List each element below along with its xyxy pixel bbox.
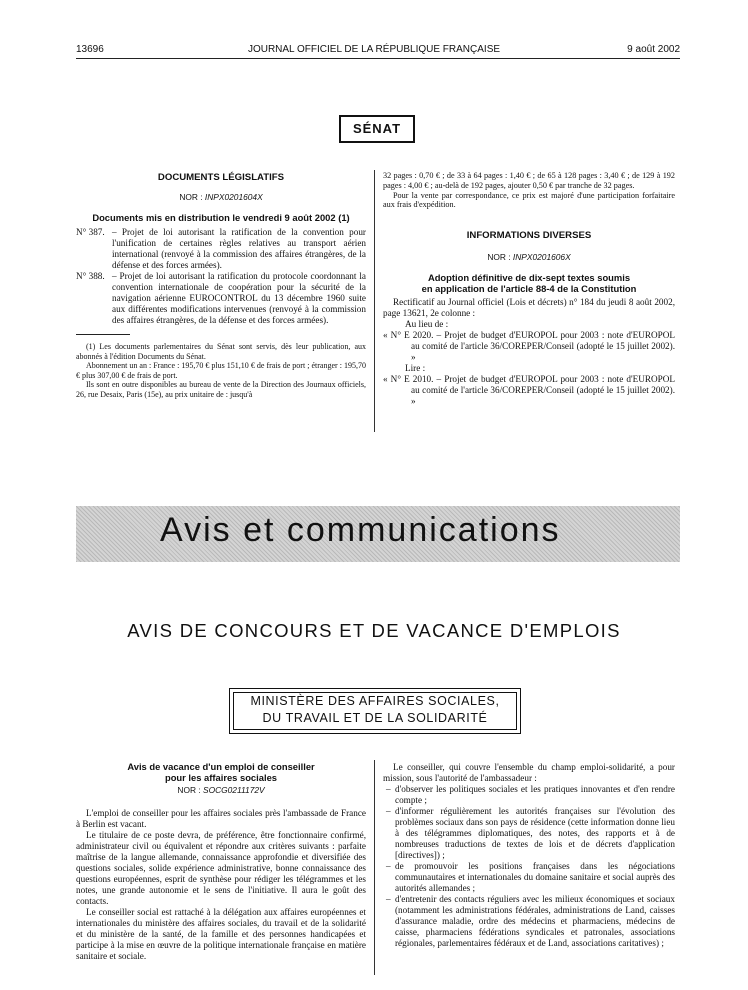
lire: Lire : [405,363,426,374]
banner-title: Avis et communications [160,511,561,549]
ministry-line: DU TRAVAIL ET DE LA SOLIDARITÉ [262,711,488,725]
ministry-line: MINISTÈRE DES AFFAIRES SOCIALES, [250,694,500,708]
page-number: 13696 [76,44,104,55]
item-text: – Projet de loi autorisant la ratification de la convention pour l'unification de certaines règles relatives au transport aérien international (renvoyé à la commission des affaires étrangères, de la défense et des forces armées). [112,227,366,270]
avis-paragraph: Le conseiller social est rattaché à la délégation aux affaires européennes et internationales du ministère des affaires sociales, du travail et de la solidarité et du ministère de la santé, de la famille et des personnes handicapées et participe à la mise en œuvre de la politique internationale française en matière sanitaire et sociale. [76,907,366,961]
quote-old: « N° E 2020. – Projet de budget d'EUROPOL pour 2003 : note d'EUROPOL au comité de l'article 36/COREPER/Conseil (adopté le 15 juillet 2002). » [383,330,675,363]
nor-code: INPX0201606X [512,252,571,263]
document-item [76,227,366,271]
subtitle-line: Adoption définitive de dix-sept textes soumis [427,272,631,284]
senat-box: SÉNAT [339,115,415,143]
rectificatif-text: Rectificatif au Journal officiel (Lois et décrets) n° 184 du jeudi 8 août 2002, page 13621, 2e colonne : [383,297,675,319]
mission-item: – de promouvoir les positions françaises dans les négociations communautaires et internationales du domaine sanitaire et social auprès des autorités allemandes ; [383,861,675,894]
journal-title: JOURNAL OFFICIEL DE LA RÉPUBLIQUE FRANÇAISE [247,44,501,55]
mission-item: – d'observer les politiques sociales et les pratiques innovantes et d'en rendre compte ; [383,784,675,806]
footnote-rule [76,334,130,335]
nor-label: NOR : [177,785,201,795]
documents-subtitle: Documents mis en distribution le vendredi 9 août 2002 (1) [92,212,350,223]
column-divider-bottom [374,760,375,975]
missions-section [383,762,675,949]
nor-label: NOR : [487,252,511,263]
avis-title-line: pour les affaires sociales [164,771,278,783]
informations-subtitle [383,273,675,294]
documents-legislatifs-section [76,172,366,400]
item-number: N° 387. [76,227,105,237]
document-item [76,271,366,326]
right-column-top [383,171,675,407]
avis-title [76,762,366,783]
informations-nor [383,252,675,262]
nor-code: SOCG0211172V [202,785,265,795]
avis-paragraph: L'emploi de conseiller pour les affaires sociales près l'ambassade de France à Berlin est vacant. [76,808,366,829]
nor-code: INPX0201604X [204,192,263,202]
au-lieu-de: Au lieu de : [405,319,449,330]
documents-title: DOCUMENTS LÉGISLATIFS [157,172,285,183]
footnote: (1) Les documents parlementaires du Sénat sont servis, dès leur publication, aux abonnés à l'édition Documents du Sénat. [76,342,366,361]
column-divider-top [374,170,375,432]
nor-label: NOR : [179,192,203,202]
correspondence-note: Pour la vente par correspondance, ce prix est majoré d'une participation forfaitaire aux frais d'expédition. [383,190,675,210]
avis-vacance-section [76,762,366,962]
avis-title-line: Avis de vacance d'un emploi de conseiller [127,761,315,772]
header-date: 9 août 2002 [627,44,680,55]
quote-new: « N° E 2010. – Projet de budget d'EUROPOL pour 2003 : note d'EUROPOL au comité de l'article 36/COREPER/Conseil (adopté le 15 juillet 2002). » [383,374,675,407]
mission-item: – d'informer régulièrement les autorités françaises sur l'évolution des problèmes sociaux dans son pays de résidence (cette information donne lieu à des télégrammes diplomatiques, des notes, des rapports et à de nombreuses traductions de textes de lois et de décrets d'application [directives]) ; [383,806,675,861]
missions-intro: Le conseiller, qui couvre l'ensemble du champ emploi-solidarité, a pour mission, sous l'autorité de l'ambassadeur : [383,762,675,783]
item-number: N° 388. [76,271,105,281]
mission-item: – d'entretenir des contacts réguliers avec les milieux économiques et sociaux (notamment les administrations fédérales, administrations de Land, caisses d'assurance maladie, ordre des médecins et pharmaciens, médecins de caisse, pharmaciens fédérations syndicales et patronales, associations régionales, parlementaires fédéraux et de Land, associations caritatives) ; [383,894,675,949]
section-title: AVIS DE CONCOURS ET DE VACANCE D'EMPLOIS [127,620,621,641]
avis-paragraph: Le titulaire de ce poste devra, de préférence, être fonctionnaire confirmé, administrateur civil ou équivalent et répondre aux critères suivants : parfaite maîtrise de la langue allemande, connaissance approfondie et diversifiée des questions sociales, solide expérience administrative, bonne connaissance des questions européennes, esprit de synthèse pour rédiger les télégrammes et les notes, une grande autonomie et le sens de l'initiative. Il aura le goût des contacts. [76,830,366,906]
informations-title: INFORMATIONS DIVERSES [466,230,592,242]
footnote: Abonnement un an : France : 195,70 € plus 151,10 € de frais de port ; étranger : 195,70 € plus 307,00 € de frais de port. [76,361,366,380]
ministry-box [233,692,517,730]
footnote: Ils sont en outre disponibles au bureau de vente de la Direction des Journaux officiels, 26, rue Desaix, Paris (15e), au prix unitaire de : jusqu'à [76,380,366,399]
documents-nor [76,192,366,202]
price-list: 32 pages : 0,70 € ; de 33 à 64 pages : 1,40 € ; de 65 à 128 pages : 3,40 € ; de 129 à 192 pages : 4,00 € ; au-delà de 192 pages, ajouter 0,50 € par tranche de 32 pages. [383,171,675,190]
avis-nor [76,785,366,795]
item-text: – Projet de loi autorisant la ratification du protocole coordonnant la convention internationale de coopération pour la sécurité de la navigation aérienne EUROCONTROL du 13 décembre 1960 suite aux différentes modifications intervenues (renvoyé à la commission des affaires étrangères, de la défense et des forces armées). [112,271,366,325]
subtitle-line: en application de l'article 88-4 de la Constitution [421,282,637,294]
header-rule [76,58,680,59]
